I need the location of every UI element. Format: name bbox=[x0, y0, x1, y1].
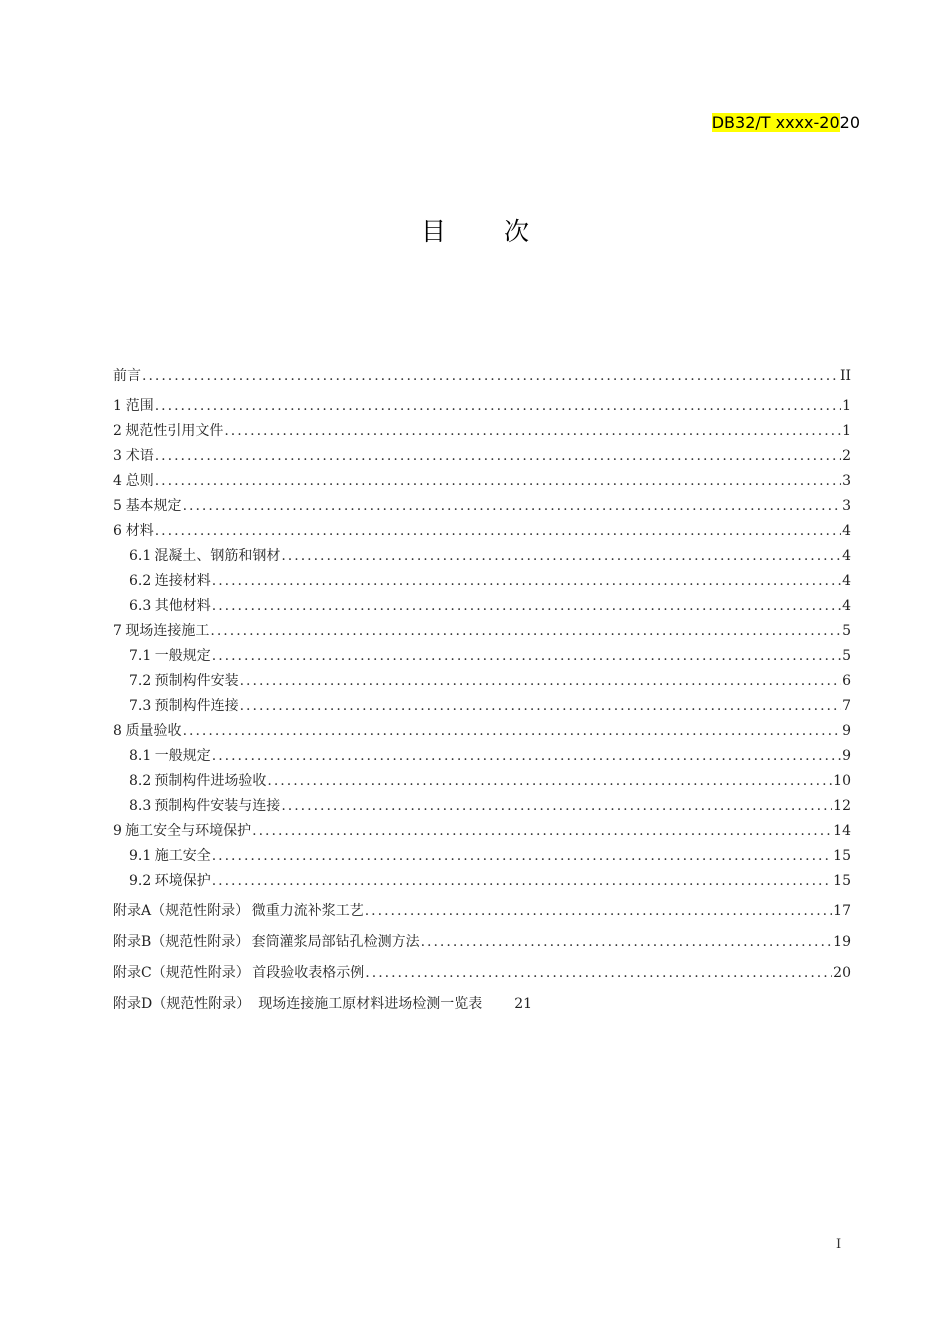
toc-leader-dots bbox=[155, 445, 841, 467]
toc-entry-page: 3 bbox=[842, 473, 851, 489]
toc-entry-page: 12 bbox=[833, 798, 851, 814]
toc-entry-3[interactable] bbox=[113, 445, 851, 467]
toc-leader-dots bbox=[212, 595, 841, 617]
toc-entry-label: 微重力流补浆工艺 bbox=[251, 903, 364, 919]
toc-entry-number: 2 bbox=[113, 423, 122, 439]
toc-entry-page: 7 bbox=[842, 698, 851, 714]
toc-entry-number: 附录C（规范性附录） bbox=[113, 965, 250, 981]
toc-entry-page: 20 bbox=[833, 965, 851, 981]
toc-entry-label: 预制构件安装 bbox=[154, 673, 239, 689]
toc-leader-dots bbox=[142, 365, 839, 387]
toc-entry-label: 一般规定 bbox=[154, 748, 211, 764]
toc-entry-number: 3 bbox=[113, 448, 122, 464]
toc-entry-label: 首段验收表格示例 bbox=[252, 965, 365, 981]
toc-entry-9-2[interactable] bbox=[129, 870, 851, 892]
toc-entry-appendix-b[interactable] bbox=[113, 931, 851, 953]
toc-entry-9[interactable] bbox=[113, 820, 851, 842]
toc-entry-6-2[interactable] bbox=[129, 570, 851, 592]
toc-entry-page: 4 bbox=[842, 523, 851, 539]
toc-entry-number: 7.3 bbox=[129, 698, 152, 714]
toc-entry-label: 施工安全 bbox=[154, 848, 211, 864]
toc-leader-dots bbox=[155, 470, 841, 492]
toc-entry-label: 现场连接施工原材料进场检测一览表 bbox=[258, 996, 483, 1012]
toc-entry-number: 附录D（规范性附录） bbox=[113, 996, 251, 1012]
toc-entry-label: 环境保护 bbox=[154, 873, 211, 889]
toc-entry-label: 质量验收 bbox=[125, 723, 182, 739]
toc-leader-dots bbox=[252, 820, 832, 842]
toc-entry-label: 施工安全与环境保护 bbox=[125, 823, 252, 839]
toc-entry-number: 附录B（规范性附录） bbox=[113, 934, 250, 950]
toc-leader-dots bbox=[240, 695, 841, 717]
toc-entry-label: 基本规定 bbox=[125, 498, 182, 514]
toc-entry-7[interactable] bbox=[113, 620, 851, 642]
toc-entry-8-2[interactable] bbox=[129, 770, 851, 792]
toc-entry-7-2[interactable] bbox=[129, 670, 851, 692]
toc-entry-page: 4 bbox=[842, 598, 851, 614]
toc-entry-label: 材料 bbox=[125, 523, 154, 539]
toc-entry-page: 5 bbox=[842, 623, 851, 639]
toc-entry-page: 1 bbox=[842, 398, 851, 414]
toc-entry-number: 6 bbox=[113, 523, 122, 539]
toc-leader-dots bbox=[267, 770, 832, 792]
toc-leader-dots bbox=[183, 720, 842, 742]
toc-entry-number: 7 bbox=[113, 623, 122, 639]
toc-entry-1[interactable] bbox=[113, 395, 851, 417]
toc-entry-page: 1 bbox=[842, 423, 851, 439]
toc-leader-dots bbox=[224, 420, 841, 442]
toc-entry-6-1[interactable] bbox=[129, 545, 851, 567]
toc-entry-number: 6.2 bbox=[129, 573, 152, 589]
toc-entry-label: 范围 bbox=[125, 398, 154, 414]
toc-entry-label: 规范性引用文件 bbox=[125, 423, 224, 439]
toc-entry-page: 4 bbox=[842, 573, 851, 589]
toc-entry-number: 9 bbox=[113, 823, 122, 839]
toc-leader-dots bbox=[365, 900, 832, 922]
toc-entry-number: 8.2 bbox=[129, 773, 152, 789]
toc-entry-preface[interactable] bbox=[113, 365, 851, 387]
toc-entry-label: 总则 bbox=[125, 473, 154, 489]
toc-entry-number: 4 bbox=[113, 473, 122, 489]
toc-entry-number: 7.1 bbox=[129, 648, 152, 664]
toc-entry-page: II bbox=[839, 368, 851, 384]
toc-entry-7-1[interactable] bbox=[129, 645, 851, 667]
toc-entry-number: 5 bbox=[113, 498, 122, 514]
toc-entry-label: 连接材料 bbox=[154, 573, 211, 589]
page-number: I bbox=[836, 1237, 842, 1252]
toc-entry-6[interactable] bbox=[113, 520, 851, 542]
toc-leader-dots bbox=[155, 520, 841, 542]
toc-entry-page: 2 bbox=[842, 448, 851, 464]
toc-leader-dots bbox=[183, 495, 842, 517]
standard-code-rest: 20 bbox=[839, 113, 860, 132]
toc-leader-dots bbox=[210, 620, 841, 642]
toc-entry-page: 21 bbox=[514, 996, 533, 1012]
toc-entry-number: 附录A（规范性附录） bbox=[113, 903, 250, 919]
toc-leader-dots bbox=[240, 670, 841, 692]
toc-entry-number: 9.2 bbox=[129, 873, 152, 889]
toc-entry-2[interactable] bbox=[113, 420, 851, 442]
toc-entry-label: 套筒灌浆局部钻孔检测方法 bbox=[251, 934, 420, 950]
toc-entry-number: 7.2 bbox=[129, 673, 152, 689]
toc-entry-number: 9.1 bbox=[129, 848, 152, 864]
toc-entry-appendix-c[interactable] bbox=[113, 962, 851, 984]
toc-entry-page: 9 bbox=[842, 748, 851, 764]
toc-entry-5[interactable] bbox=[113, 495, 851, 517]
toc-leader-dots bbox=[212, 570, 841, 592]
toc-entry-label: 预制构件安装与连接 bbox=[154, 798, 281, 814]
toc-entry-page: 15 bbox=[833, 848, 851, 864]
toc-leader-dots bbox=[212, 645, 841, 667]
toc-entry-page: 10 bbox=[833, 773, 851, 789]
toc-entry-page: 4 bbox=[842, 548, 851, 564]
toc-entry-number: 6.1 bbox=[129, 548, 152, 564]
toc-entry-number: 8.1 bbox=[129, 748, 152, 764]
toc-entry-number: 8.3 bbox=[129, 798, 152, 814]
toc-leader-dots bbox=[421, 931, 833, 953]
toc-entry-label: 前言 bbox=[113, 368, 141, 384]
toc-leader-dots bbox=[365, 962, 832, 984]
toc-entry-7-3[interactable] bbox=[129, 695, 851, 717]
toc-entry-label: 现场连接施工 bbox=[125, 623, 210, 639]
toc-leader-dots bbox=[212, 745, 841, 767]
toc-entry-8[interactable] bbox=[113, 720, 851, 742]
toc-entry-label: 预制构件进场验收 bbox=[154, 773, 267, 789]
toc-entry-label: 混凝土、钢筋和钢材 bbox=[154, 548, 281, 564]
toc-entry-number: 8 bbox=[113, 723, 122, 739]
toc-entry-page: 15 bbox=[833, 873, 851, 889]
toc-leader-dots bbox=[155, 395, 841, 417]
toc-title: 目次 bbox=[420, 217, 587, 246]
toc-entry-label: 一般规定 bbox=[154, 648, 211, 664]
toc-entry-6-3[interactable] bbox=[129, 595, 851, 617]
toc-leader-dots bbox=[212, 870, 832, 892]
toc-entry-page: 9 bbox=[842, 723, 851, 739]
toc-entry-4[interactable] bbox=[113, 470, 851, 492]
toc-entry-appendix-a[interactable] bbox=[113, 900, 851, 922]
toc-leader-dots bbox=[212, 845, 832, 867]
toc-entry-8-3[interactable] bbox=[129, 795, 851, 817]
toc-leader-dots bbox=[281, 545, 841, 567]
toc-entry-9-1[interactable] bbox=[129, 845, 851, 867]
standard-code-highlighted: DB32/T xxxx-20 bbox=[711, 113, 840, 132]
toc-entry-number: 6.3 bbox=[129, 598, 152, 614]
toc-entry-number: 1 bbox=[113, 398, 122, 414]
toc-entry-page: 5 bbox=[842, 648, 851, 664]
toc-entry-label: 其他材料 bbox=[154, 598, 211, 614]
standard-code bbox=[712, 113, 860, 132]
toc-entry-8-1[interactable] bbox=[129, 745, 851, 767]
toc-entry-page: 3 bbox=[842, 498, 851, 514]
toc-entry-label: 术语 bbox=[125, 448, 154, 464]
toc-entry-page: 14 bbox=[833, 823, 851, 839]
toc-entry-appendix-d[interactable] bbox=[113, 993, 851, 1015]
toc-leader-dots bbox=[281, 795, 832, 817]
toc-entry-page: 6 bbox=[842, 673, 851, 689]
toc-entry-page: 17 bbox=[833, 903, 851, 919]
toc-entry-label: 预制构件连接 bbox=[154, 698, 239, 714]
toc-entry-page: 19 bbox=[833, 934, 851, 950]
